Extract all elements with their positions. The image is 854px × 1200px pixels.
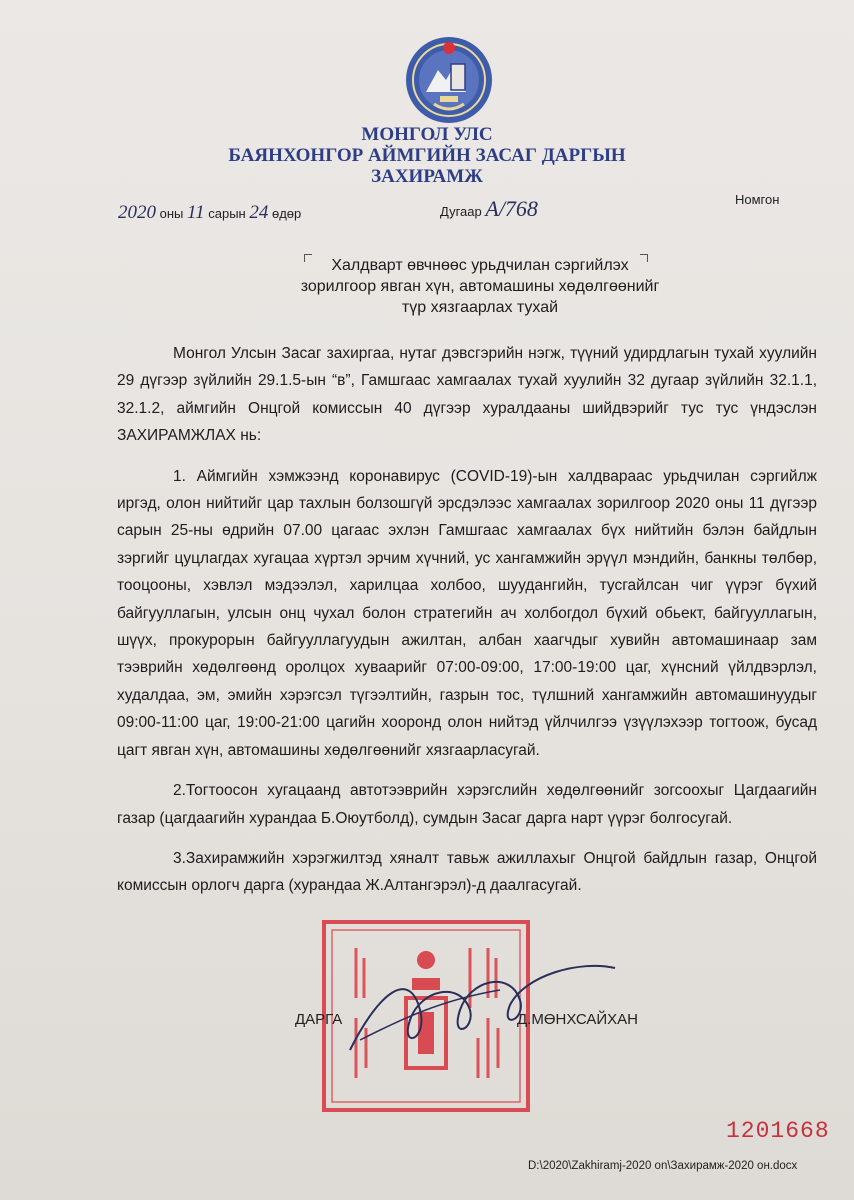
subject-line-3: түр хязгаарлах тухай: [401, 299, 559, 316]
subject-block: [290, 255, 670, 318]
state-emblem-icon: [404, 34, 494, 126]
header-doc-type: ЗАХИРАМЖ: [371, 166, 483, 187]
body-item-3: 3.Захирамжийн хэрэгжилтэд хяналт тавьж ажиллахыг Онцгой байдлын газар, Онцгой комиссын орлогч дарга (хурандаа Ж.Алтангэрэл)-д даалгасугай.: [117, 849, 817, 895]
date-year-suffix: оны: [159, 206, 184, 221]
header-authority: БАЯНХОНГОР АЙМГИЙН ЗАСАГ ДАРГЫН: [228, 145, 626, 166]
document-number: А/768: [485, 196, 538, 221]
date-day: 24: [249, 202, 269, 223]
body-intro: Монгол Улсын Засаг захиргаа, нутаг дэвсгэрийн нэгж, түүний удирдлагын тухай хуулийн 29 дүгээр зүйлийн 29.1.5-ын “в”, Гамшгаас хамгаалах тухай хуулийн 32 дугаар зүйлийн 32.1.1, 32.1.2, аймгийн Онцгой комиссын 40 дүгээр хуралдааны шийдвэрийг тус тус үндэслэн ЗАХИРАМЖЛАХ нь:: [117, 345, 817, 445]
body-item-1: 1. Аймгийн хэмжээнд коронавирус (COVID-19)-ын халдвараас урьдчилан сэргийлж иргэд, олон нийтийг цар тахлын болзошгүй эрсдэлээс хамгаалах зорилгоор 2020 оны 11 дүгээр сарын 25-ны өдрийн 07.00 цагаас эхлэн Гамшгаас хамгаалах бүх нийтийн бэлэн байдлын зэргийг цуцлагдах хугацаа хүртэл эрчим хүчний, ус хангамжийн эрүүл мэндийн, банкны төлбөр, тооцооны, хэвлэл мэдээлэл, харилцаа холбоо, шуудангийн, тусгайлсан чиг үүрэг бүхий байгууллагын, улсын онц чухал болон стратегийн ач холбогдол бүхий обьект, байгууллагын, шүүх, прокурорын байгууллагуудын ажилтан, албан хаагчдыг хувийн автомашинаар зам тээврийн хөдөлгөөнд оролцох хуваарийг 07:00-09:00, 17:00-19:00 цаг, хүнсний үйлдвэрлэл, худалдаа, эм, эмийн хэрэгсэл түгээлтийн, газрын тос, түлшний хангамжийн автомашинуудыг 09:00-11:00 цаг, 19:00-21:00 цагийн хооронд олон нийтэд үйлчилгээ үзүүлэхээр тогтоож, бусад цагт явган хүн, автомашины хөдөлгөөнийг хязгаарласугай.: [117, 467, 817, 759]
date-month-suffix: сарын: [208, 206, 246, 221]
body-text: [117, 340, 817, 913]
date-day-suffix: өдөр: [271, 206, 302, 221]
signatory-title: ДАРГА: [295, 1011, 343, 1028]
header-country: МОНГОЛ УЛС: [361, 124, 493, 145]
date-line: [118, 202, 301, 224]
subject-line-2: зорилгоор явган хүн, автомашины хөдөлгөөнийг: [300, 278, 660, 295]
registration-number: 1201668: [726, 1118, 830, 1144]
number-label: Дугаар: [440, 204, 482, 219]
date-year: 2020: [118, 202, 156, 223]
signatory-name: Д.МӨНХСАЙХАН: [517, 1011, 638, 1028]
handwritten-signature-icon: [340, 950, 620, 1070]
file-path: D:\2020\Zakhiramj-2020 on\Захирамж-2020 он.docx: [528, 1160, 798, 1172]
body-item-2: 2.Тогтоосон хугацаанд автотээврийн хэрэгслийн хөдөлгөөнийг зогсоохыг Цагдаагийн газар (цагдаагийн хурандаа Б.Оюутболд), сумдын Засаг дарга нарт үүрэг болгосугай.: [117, 782, 817, 827]
date-month: 11: [187, 202, 205, 223]
place-name: Номгон: [735, 192, 780, 207]
number-line: [440, 196, 538, 222]
subject-line-1: Халдварт өвчнөөс урьдчилан сэргийлэх: [331, 257, 629, 274]
